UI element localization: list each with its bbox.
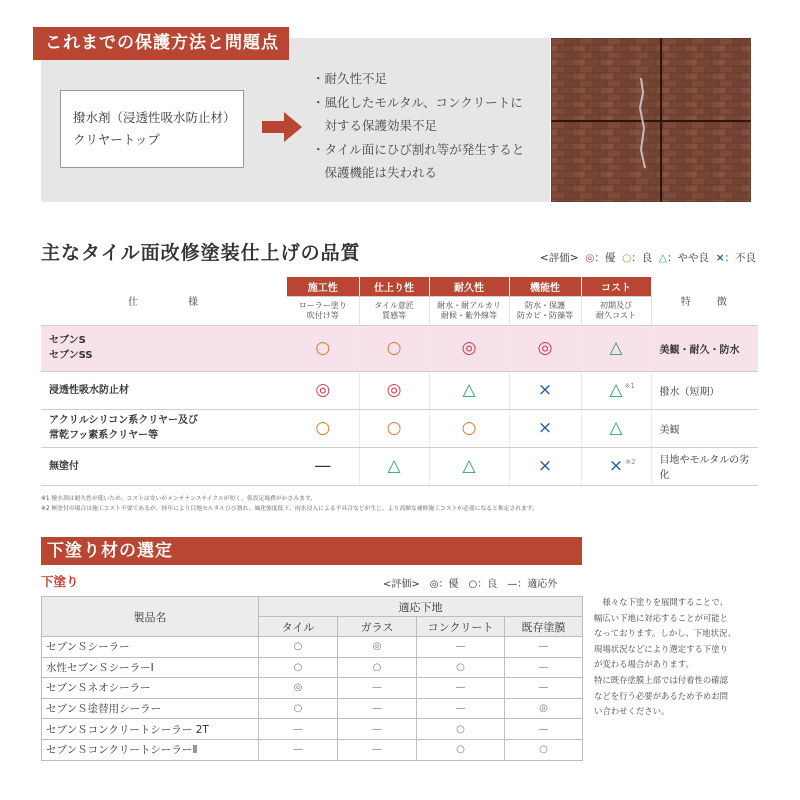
rating-cell bbox=[581, 409, 651, 447]
table-row bbox=[42, 657, 583, 678]
conventional-product-box bbox=[60, 90, 244, 168]
rating-cell bbox=[509, 371, 581, 409]
rating-symbol: — bbox=[314, 456, 332, 476]
primer-value: — bbox=[505, 637, 583, 658]
primer-product-name: セブンＳネオシーラー bbox=[42, 678, 259, 699]
feature-header: 特 徴 bbox=[651, 277, 758, 325]
rating-cell bbox=[581, 325, 651, 371]
legend-good-icon: ○ bbox=[622, 252, 632, 264]
primer-value: ○ bbox=[259, 698, 338, 719]
column-subheader: タイル意匠 質感等 bbox=[359, 296, 429, 325]
column-subheader: ローラー塗り 吹付け等 bbox=[287, 296, 359, 325]
table-row bbox=[42, 719, 583, 740]
rating-cell bbox=[509, 447, 581, 485]
rating-symbol: ◎ bbox=[461, 338, 477, 358]
primer-product-name: 水性セブンＳシーラーⅠ bbox=[42, 657, 259, 678]
quality-table bbox=[41, 277, 758, 486]
substrate-header: 既存塗膜 bbox=[505, 617, 583, 637]
table-row bbox=[42, 739, 583, 760]
legend-excellent-icon: ◎ bbox=[585, 252, 595, 264]
legend-label: <評価> bbox=[539, 252, 579, 264]
issues-list bbox=[312, 67, 544, 185]
primer-legend: <評価> ◎：優 ○：良 —：適応外 bbox=[383, 579, 558, 590]
spec-name: 無塗付 bbox=[41, 447, 287, 485]
primer-product-name: セブンＳシーラー bbox=[42, 637, 259, 658]
primer-value: ◎ bbox=[505, 698, 583, 719]
column-header: 耐久性 bbox=[429, 277, 509, 296]
primer-product-name: セブンＳコンクリートシーラーⅡ bbox=[42, 739, 259, 760]
rating-cell bbox=[287, 325, 359, 371]
primer-value: ○ bbox=[259, 637, 338, 658]
rating-symbol: × bbox=[537, 456, 553, 476]
legend-poor-icon: × bbox=[715, 252, 725, 264]
arrow-right-icon bbox=[262, 112, 302, 142]
rating-symbol: △ bbox=[609, 418, 623, 438]
column-header: コスト bbox=[581, 277, 651, 296]
footnote-marker: ※2 bbox=[625, 457, 636, 466]
rating-cell bbox=[581, 371, 651, 409]
rating-cell bbox=[581, 447, 651, 485]
rating-symbol: ◎ bbox=[386, 380, 402, 400]
primer-value: — bbox=[417, 698, 505, 719]
rating-symbol: × bbox=[537, 418, 553, 438]
rating-cell bbox=[359, 371, 429, 409]
rating-symbol: △ bbox=[462, 456, 476, 476]
evaluation-legend bbox=[540, 250, 756, 265]
column-header: 仕上り性 bbox=[359, 277, 429, 296]
rating-cell bbox=[429, 409, 509, 447]
table-row bbox=[41, 371, 758, 409]
table-row bbox=[42, 698, 583, 719]
primer-value: ○ bbox=[505, 739, 583, 760]
rating-cell bbox=[429, 371, 509, 409]
column-subheader: 防水・保護 防カビ・防藻等 bbox=[509, 296, 581, 325]
issue-line: ・耐久性不足 bbox=[312, 71, 388, 86]
issue-line: 対する保護効果不足 bbox=[312, 118, 438, 133]
primer-value: — bbox=[417, 637, 505, 658]
feature-text: 美観・耐久・防水 bbox=[651, 325, 758, 371]
rating-symbol: △ bbox=[609, 338, 623, 358]
rating-symbol: ○ bbox=[386, 418, 402, 438]
primer-value: — bbox=[505, 719, 583, 740]
primer-value: — bbox=[259, 739, 338, 760]
issue-line: ・風化したモルタル、コンクリートに bbox=[312, 94, 523, 110]
rating-cell bbox=[359, 447, 429, 485]
spec-name: アクリルシリコン系クリヤー及び 常乾フッ素系クリヤー等 bbox=[41, 409, 287, 447]
primer-product-name: セブンＳコンクリートシーラー 2T bbox=[42, 719, 259, 740]
rating-cell bbox=[429, 325, 509, 371]
rating-cell bbox=[287, 409, 359, 447]
rating-symbol: ○ bbox=[386, 338, 402, 358]
rating-symbol: ○ bbox=[461, 418, 477, 438]
footnote-marker: ※1 bbox=[624, 381, 635, 390]
rating-symbol: × bbox=[608, 456, 624, 476]
footnote: ※2 無塗付の場合は施工コスト不要であるが、経年により目地モルタルひび割れ、風化強度低下、雨水浸入による不具合などが生じ、より高額な補修施工コストが必要になると推定されます。 bbox=[41, 506, 538, 512]
rating-symbol: ○ bbox=[315, 418, 331, 438]
rating-cell bbox=[359, 325, 429, 371]
section-title-problems: これまでの保護方法と問題点 bbox=[33, 27, 289, 60]
section-title-primer: 下塗り材の選定 bbox=[41, 537, 582, 565]
legend-text: ：やや良 bbox=[667, 252, 709, 264]
section-title-quality: 主なタイル面改修塗装仕上げの品質 bbox=[41, 242, 361, 264]
primer-value: — bbox=[505, 657, 583, 678]
column-subheader: 初期及び 耐久コスト bbox=[581, 296, 651, 325]
primer-value: ○ bbox=[417, 719, 505, 740]
table-row bbox=[42, 678, 583, 699]
primer-value: — bbox=[259, 719, 338, 740]
legend-fair-icon: △ bbox=[658, 252, 667, 264]
rating-symbol: ◎ bbox=[315, 380, 331, 400]
rating-cell bbox=[359, 409, 429, 447]
feature-text: 美観 bbox=[651, 409, 758, 447]
spec-name: セブンS セブンSS bbox=[41, 325, 287, 371]
product-line: クリヤートップ bbox=[73, 132, 160, 147]
primer-value: ○ bbox=[259, 657, 338, 678]
table-row bbox=[41, 409, 758, 447]
rating-cell bbox=[509, 325, 581, 371]
feature-text: 目地やモルタルの劣化 bbox=[651, 447, 758, 485]
primer-value: ○ bbox=[338, 657, 417, 678]
column-subheader: 耐水・耐アルカリ 耐候・紫外線等 bbox=[429, 296, 509, 325]
rating-cell bbox=[287, 371, 359, 409]
spec-name: 浸透性吸水防止材 bbox=[41, 371, 287, 409]
footnotes bbox=[41, 494, 538, 514]
cracked-tile-wall-photo bbox=[551, 38, 751, 202]
primer-product-name: セブンＳ塗替用シーラー bbox=[42, 698, 259, 719]
footnote: ※1 撥水剤は耐久性が低いため、コストは安いがメンテナンスサイクルが短く、仮設足場費がかさみます。 bbox=[41, 496, 316, 502]
rating-symbol: △ bbox=[609, 380, 623, 400]
primer-value: ◎ bbox=[259, 678, 338, 699]
rating-symbol: × bbox=[537, 380, 553, 400]
primer-value: ◎ bbox=[338, 637, 417, 658]
rating-symbol: △ bbox=[387, 456, 401, 476]
table-row bbox=[41, 447, 758, 485]
primer-notice: 様々な下塗りを展開することで、 幅広い下地に対応することが可能と なっております。しかし、下地状況、 現場状況などにより選定する下塗り が変わる場合があります。 特に既存塗膜上部では付着性の確認 などを行う必要があるため予めお問 い合わせください。 bbox=[594, 597, 736, 717]
primer-value: ○ bbox=[417, 739, 505, 760]
substrate-header: タイル bbox=[259, 617, 338, 637]
primer-value: — bbox=[417, 678, 505, 699]
table-row bbox=[41, 325, 758, 371]
feature-text: 撥水（短期） bbox=[651, 371, 758, 409]
issue-line: 保護機能は失われる bbox=[312, 165, 438, 180]
rating-cell bbox=[287, 447, 359, 485]
primer-table bbox=[41, 596, 583, 761]
product-header: 製品名 bbox=[42, 597, 259, 637]
rating-symbol: △ bbox=[462, 380, 476, 400]
issue-line: ・タイル面にひび割れ等が発生すると bbox=[312, 141, 525, 157]
rating-cell bbox=[509, 409, 581, 447]
rating-cell bbox=[429, 447, 509, 485]
primer-subtitle: 下塗り bbox=[41, 574, 79, 589]
column-header: 施工性 bbox=[287, 277, 359, 296]
substrate-group-header: 適応下地 bbox=[259, 597, 583, 617]
column-header: 機能性 bbox=[509, 277, 581, 296]
legend-text: ：不良 bbox=[724, 252, 756, 264]
primer-value: — bbox=[505, 678, 583, 699]
primer-value: ○ bbox=[417, 657, 505, 678]
rating-symbol: ◎ bbox=[537, 338, 553, 358]
substrate-header: コンクリート bbox=[417, 617, 505, 637]
spec-header: 仕 様 bbox=[41, 277, 287, 325]
rating-symbol: ○ bbox=[315, 338, 331, 358]
product-line: 撥水剤（浸透性吸水防止材） bbox=[73, 110, 236, 125]
substrate-header: ガラス bbox=[338, 617, 417, 637]
primer-value: — bbox=[338, 739, 417, 760]
legend-text: ：良 bbox=[631, 252, 653, 264]
primer-value: — bbox=[338, 719, 417, 740]
primer-value: — bbox=[338, 698, 417, 719]
table-row bbox=[42, 637, 583, 658]
primer-value: — bbox=[338, 678, 417, 699]
legend-text: ：優 bbox=[594, 252, 616, 264]
